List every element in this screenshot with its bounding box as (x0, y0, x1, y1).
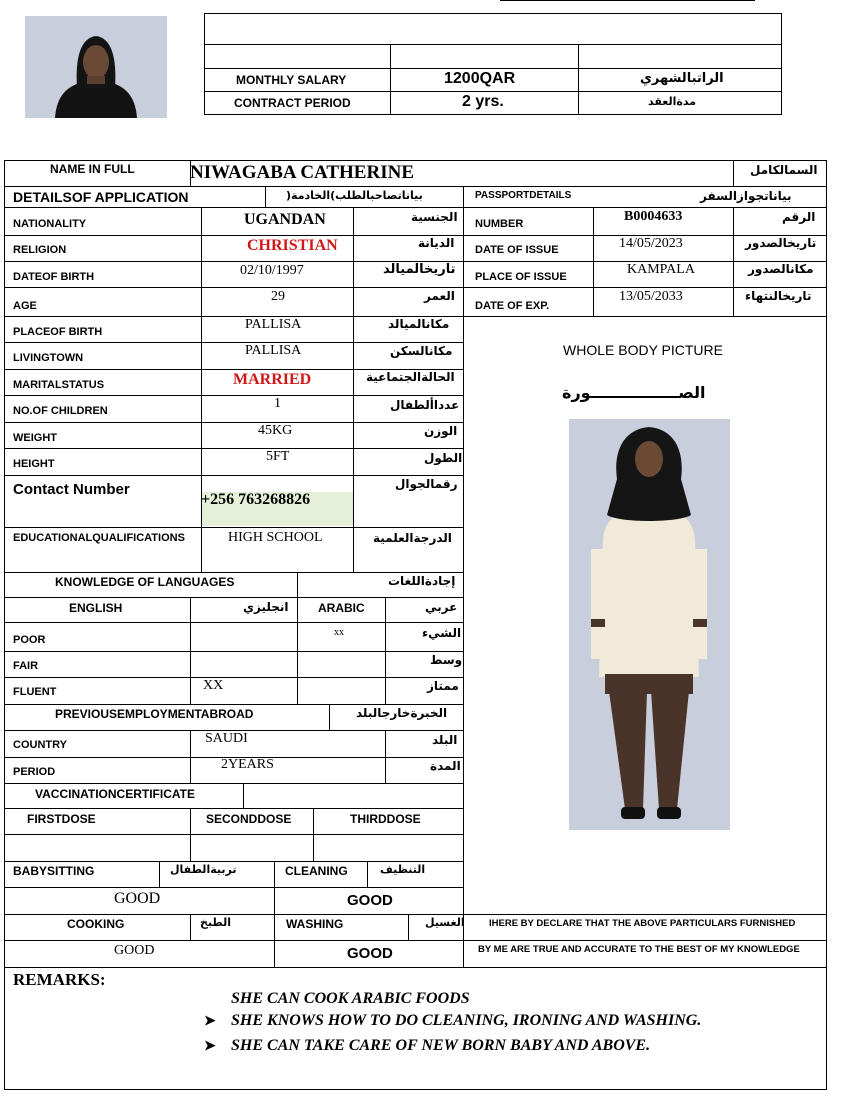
babysitting-ar: تربيةالطفال (170, 863, 237, 876)
fair-label: FAIR (13, 660, 39, 672)
marital-ar: الحالةالجتماعية (366, 370, 455, 384)
declaration-line-2: BY ME ARE TRUE AND ACCURATE TO THE BEST OF MY KNOWLEDGE (478, 944, 800, 955)
washing-ar: الغسيل (425, 916, 465, 929)
babysitting-value: GOOD (114, 890, 161, 907)
pob-ar: مكانالميالد (388, 317, 450, 331)
contact-value[interactable]: +256 763268826 (201, 491, 311, 508)
poor-ar: الشيء (422, 626, 462, 640)
marital-label: MARITALSTATUS (13, 379, 105, 391)
poor-label: POOR (13, 634, 46, 646)
fair-ar: وسط (430, 653, 463, 667)
pob-label: PLACEOF BIRTH (13, 326, 103, 338)
whole-body-photo (569, 419, 730, 830)
age-label: AGE (13, 300, 37, 312)
name-ar: السمالكامل (750, 163, 818, 177)
exp-date-value: 13/05/2033 (619, 289, 683, 304)
monthly-salary-value: 1200QAR (444, 70, 516, 87)
weight-label: WEIGHT (13, 432, 57, 444)
passport-photo (25, 16, 167, 118)
weight-ar: الوزن (424, 424, 458, 438)
religion-label: RELIGION (13, 244, 67, 256)
cooking-label: COOKING (67, 917, 125, 931)
arabic-label: ARABIC (318, 601, 365, 615)
bullet-arrow-icon: ➤ (204, 1012, 216, 1028)
contract-period-label: CONTRACT PERIOD (234, 96, 351, 110)
washing-label: WASHING (286, 917, 344, 931)
cooking-ar: الطبخ (200, 916, 232, 929)
fluent-ar: ممتاز (427, 679, 459, 693)
languages-title-ar: إجادةاللغات (388, 574, 456, 588)
issue-place-label: PLACE OF ISSUE (475, 271, 567, 283)
issue-date-value: 14/05/2023 (619, 236, 683, 251)
living-ar: مكانالسكن (390, 344, 453, 358)
first-dose-label: FIRSTDOSE (27, 812, 96, 826)
english-ar: انجليزي (243, 600, 289, 614)
age-value: 29 (271, 289, 285, 304)
passport-details-label: PASSPORTDETAILS (475, 190, 572, 201)
declaration-line-1: IHERE BY DECLARE THAT THE ABOVE PARTICULARS FURNISHED (489, 918, 796, 929)
country-ar: البلد (432, 733, 458, 747)
nationality-value: UGANDAN (244, 211, 326, 228)
period-value: 2YEARS (221, 757, 274, 772)
languages-title: KNOWLEDGE OF LANGUAGES (55, 575, 235, 589)
remark-item-1: SHE CAN COOK ARABIC FOODS (231, 990, 470, 1007)
top-decorative-line (500, 0, 755, 1)
country-value: SAUDI (205, 731, 248, 746)
arabic-ar: عربي (425, 600, 458, 614)
dob-label: DATEOF BIRTH (13, 271, 95, 283)
contract-period-value: 2 yrs. (462, 93, 504, 110)
country-label: COUNTRY (13, 739, 67, 751)
issue-place-ar: مكانالصدور (748, 262, 814, 276)
marital-value: MARRIED (233, 371, 312, 388)
details-ar: بياناتصاحبالطلب)الخادمة( (286, 189, 423, 202)
exp-date-ar: تاريخالنتهاء (745, 289, 812, 303)
bullet-arrow-icon: ➤ (204, 1037, 216, 1053)
living-label: LIVINGTOWN (13, 352, 84, 364)
dob-value: 02/10/1997 (240, 263, 304, 278)
age-ar: العمر (424, 289, 455, 303)
washing-value: GOOD (347, 945, 393, 962)
height-ar: الطول (424, 451, 463, 465)
issue-date-ar: تاريخالصدور (745, 236, 817, 250)
passport-number-ar: الرقم (782, 210, 816, 224)
edu-label: EDUCATIONALQUALIFICATIONS (13, 532, 185, 544)
weight-value: 45KG (258, 423, 293, 438)
employment-title-ar: الخبرةخارجالبلد (356, 706, 448, 720)
vaccination-title: VACCINATIONCERTIFICATE (35, 787, 195, 801)
period-label: PERIOD (13, 766, 56, 778)
remark-item-3: SHE CAN TAKE CARE OF NEW BORN BABY AND ABOVE. (231, 1037, 651, 1054)
details-label: DETAILSOF APPLICATION (13, 189, 189, 205)
religion-value: CHRISTIAN (247, 237, 338, 254)
issue-place-value: KAMPALA (627, 262, 695, 277)
applicant-name: NIWAGABA CATHERINE (190, 162, 414, 183)
edu-ar: الدرجةالعلمية (373, 531, 452, 545)
contact-label: Contact Number (13, 481, 130, 498)
name-label: NAME IN FULL (50, 162, 135, 176)
second-dose-label: SECONDDOSE (206, 812, 292, 826)
pob-value: PALLISA (245, 317, 302, 332)
nationality-ar: الجنسية (411, 210, 458, 224)
portrait-image (25, 16, 167, 118)
issue-date-label: DATE OF ISSUE (475, 244, 559, 256)
height-value: 5FT (266, 449, 290, 464)
remarks-label: REMARKS: (13, 970, 106, 989)
cleaning-label: CLEANING (285, 864, 348, 878)
children-label: NO.OF CHILDREN (13, 405, 108, 417)
english-label: ENGLISH (69, 601, 123, 615)
living-value: PALLISA (245, 343, 302, 358)
monthly-salary-label: MONTHLY SALARY (236, 73, 347, 87)
contract-period-ar: مدةالعقد (648, 95, 697, 108)
nationality-label: NATIONALITY (13, 218, 87, 230)
whole-body-image (569, 419, 730, 830)
height-label: HEIGHT (13, 458, 55, 470)
babysitting-label: BABYSITTING (13, 864, 95, 878)
cleaning-ar: التنظيف (380, 863, 426, 876)
contact-ar: رقمالجوال (395, 477, 458, 491)
passport-number-label: NUMBER (475, 218, 524, 230)
religion-ar: الديانة (418, 236, 455, 250)
fluent-english-mark: XX (203, 678, 224, 693)
exp-date-label: DATE OF EXP. (475, 300, 550, 312)
whole-body-label: WHOLE BODY PICTURE (563, 342, 723, 358)
edu-value: HIGH SCHOOL (228, 530, 323, 545)
children-ar: عدداألطفال (390, 398, 460, 412)
period-ar: المدة (430, 759, 461, 773)
picture-ar: الصــــــــــــــــورة (562, 383, 706, 402)
passport-details-ar: بياناتجوازالسفر (700, 189, 792, 203)
passport-number-value: B0004633 (624, 209, 683, 224)
remark-item-2: SHE KNOWS HOW TO DO CLEANING, IRONING AND WASHING. (231, 1012, 702, 1029)
dob-ar: تاريخالميالد (383, 262, 456, 277)
children-value: 1 (274, 396, 281, 411)
cleaning-value: GOOD (347, 892, 393, 909)
fluent-label: FLUENT (13, 686, 57, 698)
employment-title: PREVIOUSEMPLOYMENTABROAD (55, 707, 254, 721)
monthly-salary-ar: الراتبالشهري (640, 71, 724, 86)
third-dose-label: THIRDDOSE (350, 812, 421, 826)
poor-arabic-mark: xx (334, 627, 344, 638)
cooking-value: GOOD (114, 943, 155, 958)
